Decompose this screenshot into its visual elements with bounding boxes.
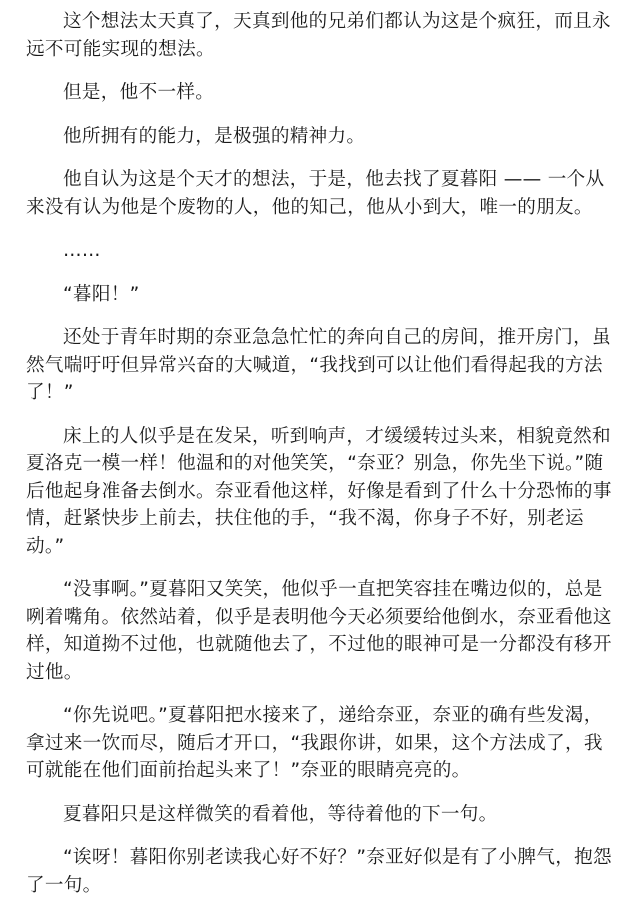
paragraph: 但是，他不一样。 — [63, 82, 215, 103]
paragraph: 他自认为这是个天才的想法，于是，他去找了夏暮阳 —— 一个从来没有认为他是个废物的人，他的知己，他从小到大，唯一的朋友。 — [26, 169, 605, 218]
paragraph: 夏暮阳只是这样微笑的看着他，等待着他的下一句。 — [63, 803, 498, 825]
article-body — [26, 8, 620, 915]
paragraph: “你先说吧。”夏暮阳把水接来了，递给奈亚，奈亚的确有些发渴，拿过来一饮而尽，随后才开口，“我跟你讲，如果，这个方法成了，我可就能在他们面前抬起头来了！”奈亚的眼睛亮亮的。 — [26, 705, 603, 781]
paragraph: 他所拥有的能力，是极强的精神力。 — [63, 125, 366, 147]
paragraph: “诶呀！暮阳你别老读我心好不好？”奈亚好似是有了小脾气，抱怨了一句。 — [26, 847, 612, 896]
paragraph: “暮阳！” — [63, 283, 140, 305]
paragraph: 还处于青年时期的奈亚急急忙忙的奔向自己的房间，推开房门，虽然气喘吁吁但异常兴奋的大喊道，“我找到可以让他们看得起我的方法了！” — [26, 327, 611, 403]
paragraph: “没事啊。”夏暮阳又笑笑，他似乎一直把笑容挂在嘴边似的，总是咧着嘴角。依然站着，似乎是表明他今天必须要给他倒水，奈亚看他这样，知道拗不过他，也就随他去了，不过他的眼神可是一分都没有移开过他。 — [26, 579, 612, 683]
ellipsis-separator: …… — [63, 240, 101, 261]
paragraph: 床上的人似乎是在发呆，听到响声，才缓缓转过头来，相貌竟然和夏洛克一模一样！他温和的对他笑笑，“奈亚？别急，你先坐下说。”随后他起身准备去倒水。奈亚看他这样，好像是看到了什么十分恐怖的事情，赶紧快步上前去，扶住他的手，“我不渴，你身子不好，别老运动。” — [26, 425, 612, 557]
paragraph: 这个想法太天真了，天真到他的兄弟们都认为这是个疯狂，而且永远不可能实现的想法。 — [26, 11, 611, 60]
